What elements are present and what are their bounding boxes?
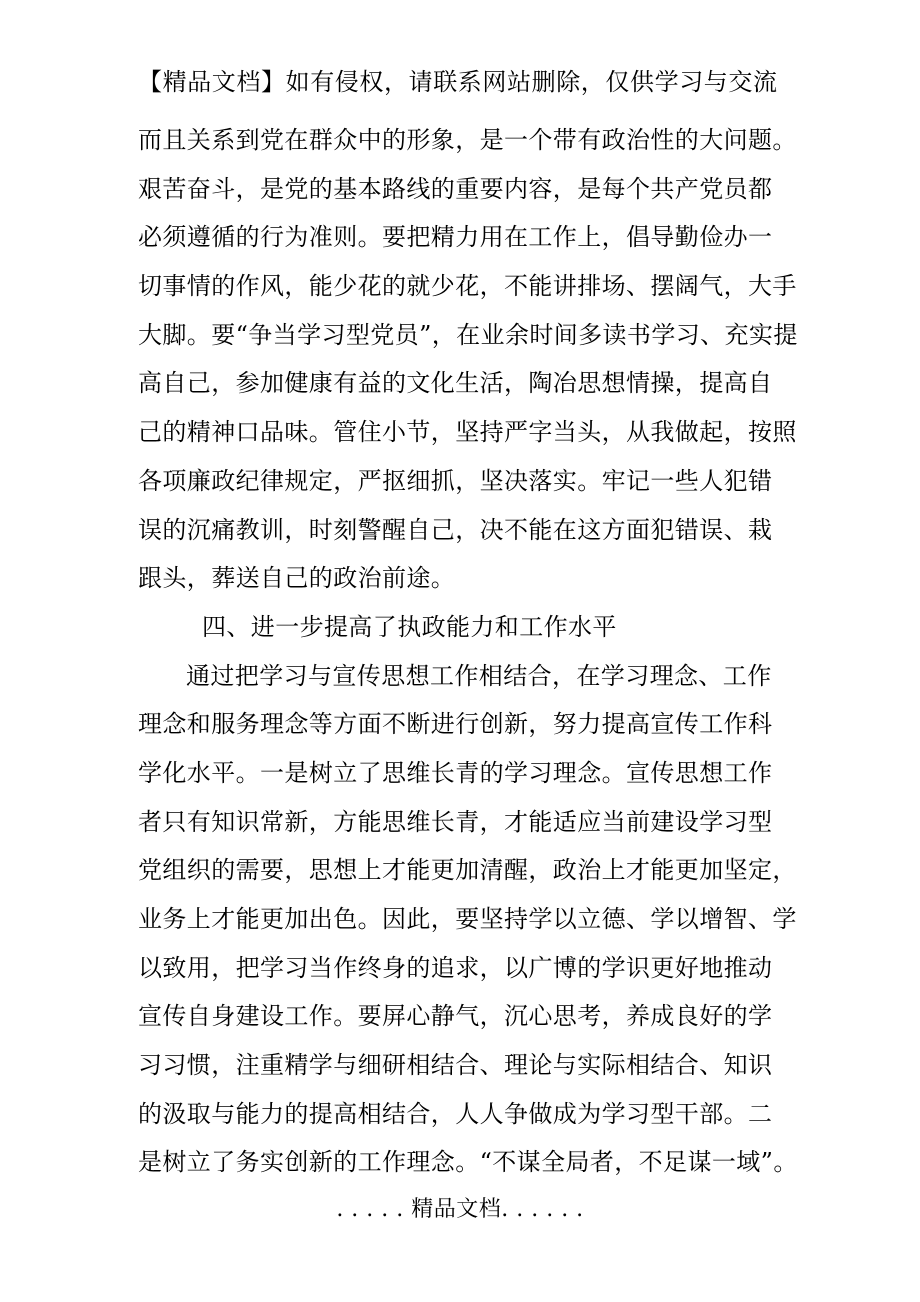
body-text-line: 切事情的作风，能少花的就少花，不能讲排场、摆阔气，大手 bbox=[138, 272, 797, 301]
body-text-line: 而且关系到党在群众中的形象，是一个带有政治性的大问题。 bbox=[138, 126, 797, 154]
body-text-line: 必须遵循的行为准则。要把精力用在工作上，倡导勤俭办一 bbox=[138, 223, 773, 252]
section-heading: 四、进一步提高了执政能力和工作水平 bbox=[202, 612, 617, 641]
body-text-line: 业务上才能更加出色。因此，要坚持学以立德、学以增智、学 bbox=[138, 905, 797, 933]
body-text-line: 者只有知识常新，方能思维长青，才能适应当前建设学习型 bbox=[138, 807, 773, 836]
body-text-line: 各项廉政纪律规定，严抠细抓，坚决落实。牢记一些人犯错 bbox=[138, 466, 773, 495]
footer-watermark: . . . . . 精品文档. . . . . . bbox=[336, 1197, 584, 1222]
body-text-line: 跟头，葬送自己的政治前途。 bbox=[138, 564, 456, 593]
body-text-line: 艰苦奋斗，是党的基本路线的重要内容，是每个共产党员都 bbox=[138, 174, 773, 203]
body-text-line: 学化水平。一是树立了思维长青的学习理念。宣传思想工作 bbox=[138, 758, 773, 787]
body-text-line: 通过把学习与宣传思想工作相结合，在学习理念、工作 bbox=[186, 661, 772, 690]
copyright-notice-header: 【精品文档】如有侵权，请联系网站删除，仅供学习与交流 bbox=[138, 68, 778, 96]
body-text-line: 大脚。要“争当学习型党员”，在业余时间多读书学习、充实提 bbox=[138, 320, 798, 349]
body-text-line: 习习惯，注重精学与细研相结合、理论与实际相结合、知识 bbox=[138, 1051, 773, 1080]
body-text-line: 以致用，把学习当作终身的追求，以广博的学识更好地推动 bbox=[138, 953, 773, 982]
body-text-line: 宣传自身建设工作。要屏心静气，沉心思考，养成良好的学 bbox=[138, 1002, 773, 1031]
body-text-line: 的汲取与能力的提高相结合，人人争做成为学习型干部。二 bbox=[138, 1099, 773, 1128]
body-text-line: 是树立了务实创新的工作理念。“不谋全局者，不足谋一域”。 bbox=[138, 1148, 798, 1177]
document-body bbox=[138, 116, 798, 1187]
body-text-line: 己的精神口品味。管住小节，坚持严字当头，从我做起，按照 bbox=[138, 418, 797, 447]
body-text-line: 误的沉痛教训，时刻警醒自己，决不能在这方面犯错误、栽 bbox=[138, 515, 773, 544]
body-text-line: 高自己，参加健康有益的文化生活，陶冶思想情操，提高自 bbox=[138, 369, 773, 398]
body-text-line: 党组织的需要，思想上才能更加清醒，政治上才能更加坚定， bbox=[138, 856, 797, 885]
body-text-line: 理念和服务理念等方面不断进行创新，努力提高宣传工作科 bbox=[138, 710, 773, 739]
